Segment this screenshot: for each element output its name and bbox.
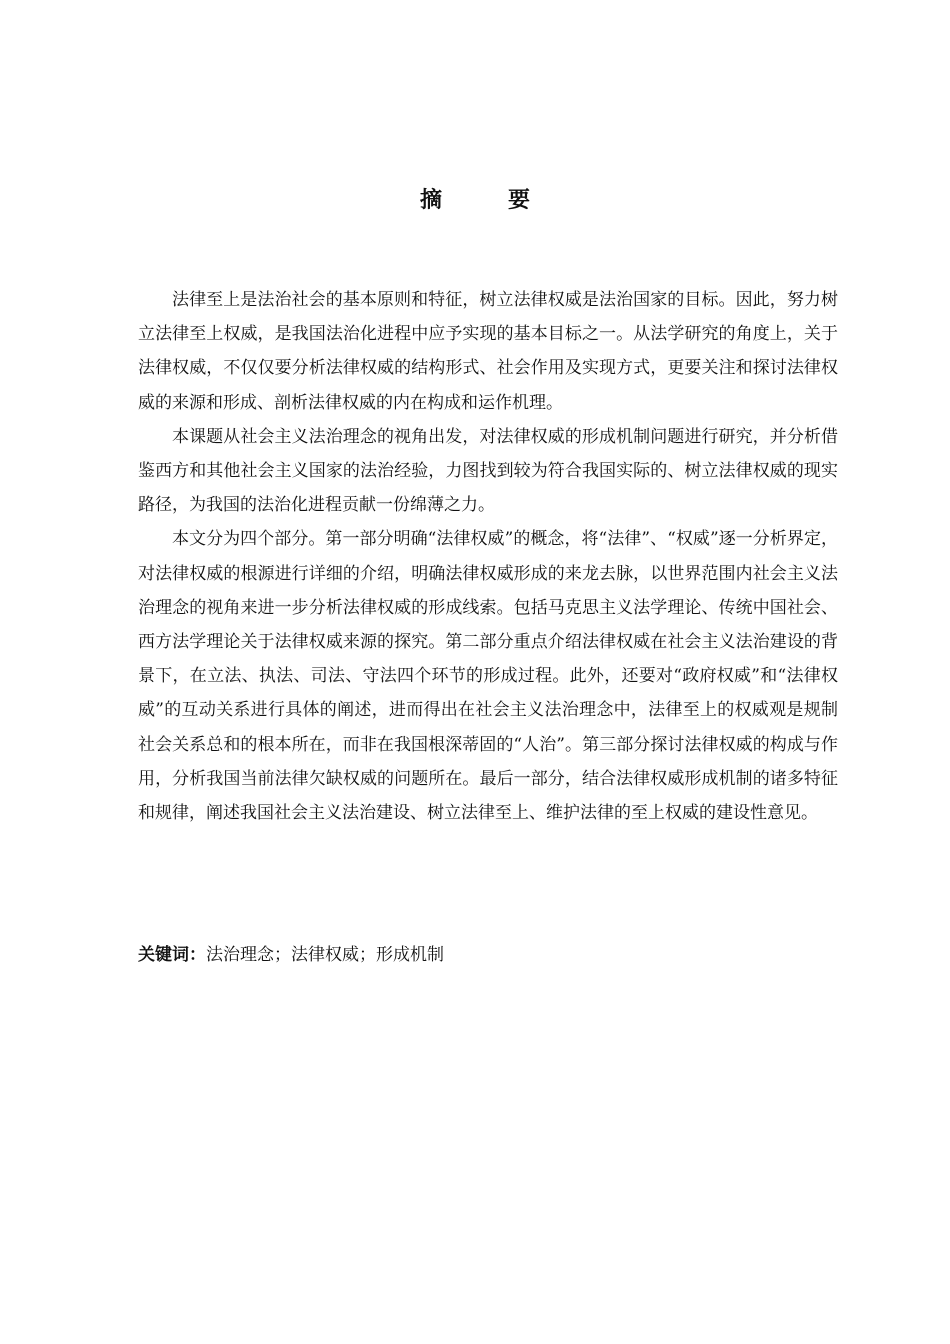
abstract-paragraph-3: 本文分为四个部分。第一部分明确“法律权威”的概念，将“法律”、“权威”逐一分析界定，对法律权威的根源进行详细的介绍，明确法律权威形成的来龙去脉，以世界范围内社会主义法治理念的视角来进一步分析法律权威的形成线索。包括马克思主义法学理论、传统中国社会、西方法学理论关于法律权威来源的探究。第二部分重点介绍法律权威在社会主义法治建设的背景下，在立法、执法、司法、守法四个环节的形成过程。此外，还要对“政府权威”和“法律权威”的互动关系进行具体的阐述，进而得出在社会主义法治理念中，法律至上的权威观是规制社会关系总和的根本所在，而非在我国根深蒂固的“人治”。第三部分探讨法律权威的构成与作用，分析我国当前法律欠缺权威的问题所在。最后一部分，结合法律权威形成机制的诸多特征和规律，阐述我国社会主义法治建设、树立法律至上、维护法律的至上权威的建设性意见。 [138,529,838,824]
keywords-line [138,938,838,972]
abstract-body [138,283,838,830]
keywords-value: 法治理念；法律权威；形成机制 [206,945,444,965]
abstract-paragraph-2: 本课题从社会主义法治理念的视角出发，对法律权威的形成机制问题进行研究，并分析借鉴西方和其他社会主义国家的法治经验，力图找到较为符合我国实际的、树立法律权威的现实路径，为我国的法治化进程贡献一份绵薄之力。 [138,426,838,516]
keywords-label: 关键词： [138,945,206,965]
abstract-paragraph-1: 法律至上是法治社会的基本原则和特征，树立法律权威是法治国家的目标。因此，努力树立法律至上权威，是我国法治化进程中应予实现的基本目标之一。从法学研究的角度上，关于法律权威，不仅仅要分析法律权威的结构形式、社会作用及实现方式，更要关注和探讨法律权威的来源和形成、剖析法律权威的内在构成和运作机理。 [138,290,838,413]
abstract-title: 摘 要 [419,187,552,213]
